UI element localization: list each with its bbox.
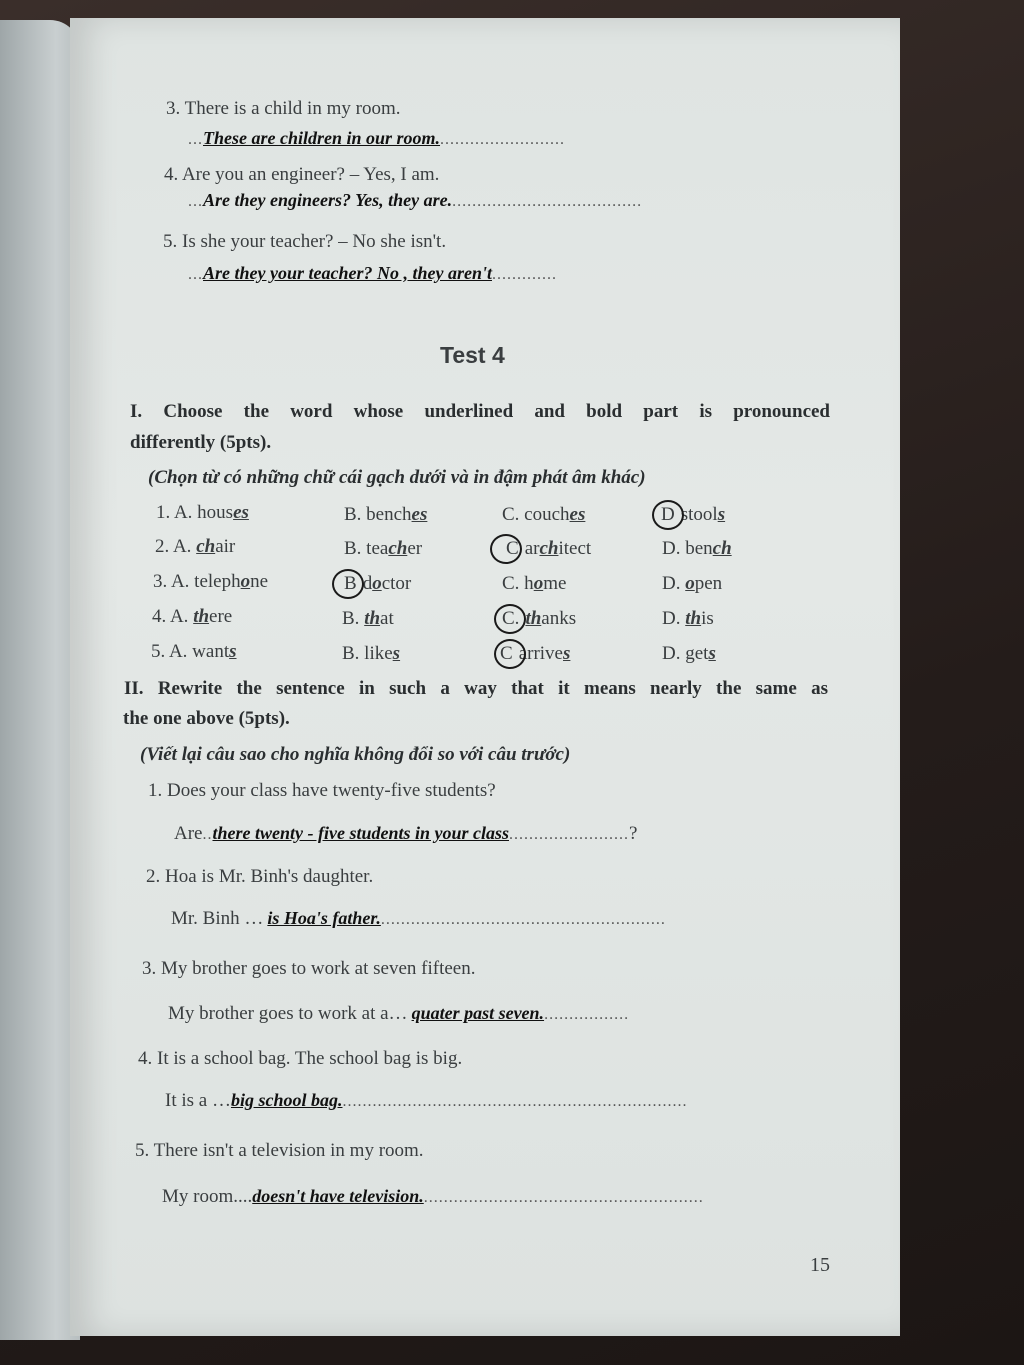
s2-q1-answer-line: Are..there twenty - five students in your class........................? xyxy=(174,823,638,844)
s1-row5-b: B. likes xyxy=(342,643,401,664)
s1-row5-c: C arrives xyxy=(500,643,571,664)
s1-row4-a: 4. A. there xyxy=(152,606,233,627)
s2-q5-answer-line: My room....doesn't have television......................................................... xyxy=(162,1186,704,1207)
section2-heading: II. Rewrite the sentence in such a way that it means nearly the same as xyxy=(124,678,828,699)
top-q3: 3. There is a child in my room. xyxy=(166,98,401,119)
s1-row1-a: 1. A. houses xyxy=(156,502,249,523)
s1-row4-b: B. that xyxy=(342,608,394,629)
s2-q4: 4. It is a school bag. The school bag is big. xyxy=(138,1048,463,1069)
page-number: 15 xyxy=(810,1254,830,1276)
s1-row2-c: C architect xyxy=(506,538,592,559)
s2-q5: 5. There isn't a television in my room. xyxy=(135,1140,424,1161)
answer-circle-row2 xyxy=(490,534,522,564)
top-q4-answer: Are they engineers? Yes, they are. xyxy=(203,190,453,210)
s1-row3-c: C. home xyxy=(502,573,567,594)
s2-q3-answer-line: My brother goes to work at a… quater past seven.................. xyxy=(168,1003,630,1024)
s1-row5-d: D. gets xyxy=(662,643,716,664)
top-q5-answer: Are they your teacher? No , they aren't xyxy=(203,263,492,283)
s2-q3: 3. My brother goes to work at seven fifteen. xyxy=(142,958,476,979)
top-q3-answer-line: ...These are children in our room.......................... xyxy=(188,128,566,148)
top-q4: 4. Are you an engineer? – Yes, I am. xyxy=(164,164,440,185)
top-q3-answer: These are children in our room. xyxy=(203,128,441,148)
top-q5-answer-line: ...Are they your teacher? No , they aren't............. xyxy=(188,263,557,283)
left-page-edge xyxy=(0,20,80,1340)
s2-q2-answer-line: Mr. Binh … is Hoa's father.......................................................... xyxy=(171,908,666,929)
answer-circle-row4 xyxy=(494,604,526,634)
test-title: Test 4 xyxy=(440,342,505,368)
section2-heading-cont: the one above (5pts). xyxy=(123,708,290,729)
section2-vietnamese: (Viết lại câu sao cho nghĩa không đổi so với câu trước) xyxy=(140,744,571,765)
answer-circle-row3 xyxy=(332,569,364,599)
s1-row1-d: D stools xyxy=(661,504,726,525)
s1-row4-c: C. thanks xyxy=(502,608,577,629)
s1-row4-d: D. this xyxy=(662,608,714,629)
s1-row2-a: 2. A. chair xyxy=(155,536,236,557)
top-q5: 5. Is she your teacher? – No she isn't. xyxy=(163,231,447,252)
s1-row2-b: B. teacher xyxy=(344,538,423,559)
s2-q2: 2. Hoa is Mr. Binh's daughter. xyxy=(146,866,374,887)
s1-row1-b: B. benches xyxy=(344,504,428,525)
s1-row5-a: 5. A. wants xyxy=(151,641,237,662)
answer-circle-row1 xyxy=(652,500,684,530)
section1-vietnamese: (Chọn từ có những chữ cái gạch dưới và in đậm phát âm khác) xyxy=(148,467,646,488)
s1-row3-b: B doctor xyxy=(344,573,412,594)
section1-heading-cont: differently (5pts). xyxy=(130,432,272,453)
answer-circle-row5 xyxy=(494,639,526,669)
s2-q4-answer-line: It is a …big school bag...................................................................... xyxy=(165,1090,688,1111)
s1-row2-d: D. bench xyxy=(662,538,732,559)
s2-q1: 1. Does your class have twenty-five students? xyxy=(148,780,496,801)
s1-row3-d: D. open xyxy=(662,573,723,594)
section1-heading: I. Choose the word whose underlined and bold part is pronounced xyxy=(130,401,830,422)
book-page xyxy=(70,18,900,1336)
s1-row3-a: 3. A. telephone xyxy=(153,571,269,592)
s1-row1-c: C. couches xyxy=(502,504,586,525)
top-q4-answer-line: ...Are they engineers? Yes, they are....................................... xyxy=(188,190,643,210)
